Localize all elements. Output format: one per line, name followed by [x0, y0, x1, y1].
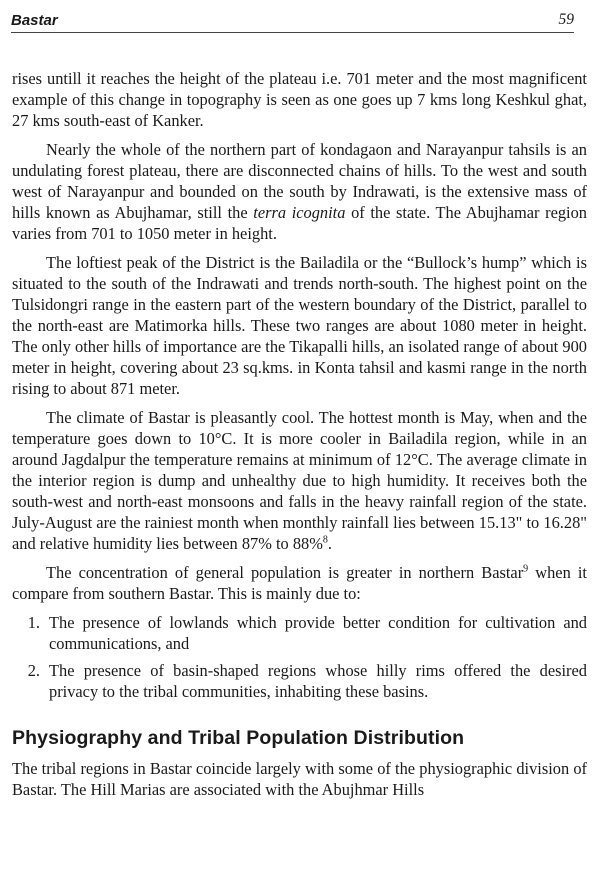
list-item	[12, 612, 587, 654]
footnote-marker: 8	[322, 534, 328, 546]
italic-term: terra icognita	[253, 203, 346, 222]
paragraph-text: The climate of Bastar is pleasantly cool. The hottest month is May, when and the temperature goes down to 10°C. It is more cooler in Bailadila region, while in an around Jagdalpur the temperature remains at minimum of 12°C. The average climate in the interior region is dump and unhealthy due to high humidity. It receives both the south-west and north-east monsoons and falls in the heavy rainfall region of the state. July-August are the rainiest month when monthly rainfall lies between 15.13" to 16.28" and relative humidity lies between 87% to 88%	[12, 408, 587, 553]
paragraph-text: of the state. The Abujhamar region varies from 701 to 1050 meter in height.	[12, 203, 587, 243]
list-number: 2.	[27, 661, 40, 680]
paragraph-text: The tribal regions in Bastar coincide largely with some of the physiographic division of Bastar. The Hill Marias are associated with the Abujhmar Hills	[12, 759, 587, 799]
paragraph-climate	[12, 407, 587, 554]
body-text	[12, 68, 587, 808]
paragraph-loftiest-peak	[12, 252, 587, 399]
footnote-marker: 9	[523, 563, 529, 575]
list-item-text: The presence of basin-shaped regions whose hilly rims offered the desired privacy to the tribal communities, inhabiting these basins.	[49, 661, 587, 701]
list-item-text: The presence of lowlands which provide better condition for cultivation and communications, and	[49, 613, 587, 653]
paragraph-tribal-regions	[12, 758, 587, 800]
paragraph-text: The loftiest peak of the District is the Bailadila or the “Bullock’s hump” which is situated to the south of the Indrawati and trends north-south. The highest point on the Tulsidongri range in the eastern part of the western boundary of the District, parallel to the north-east are Matimorka hills. These two ranges are about 1080 meter in height. The only other hills of importance are the Tikapalli hills, an isolated range of about 900 meter in height, covering about 23 sq.kms. in Konta tahsil and kasmi range in the north rising to about 871 meter.	[12, 253, 587, 398]
paragraph-population	[12, 562, 587, 604]
paragraph-text: Nearly the whole of the northern part of kondagaon and Narayanpur tahsils is an undulating forest plateau, there are disconnected chains of hills. To the west and south west of Narayanpur and bounded on the south by Indrawati, is the extensive mass of hills known as Abujhamar, still the	[12, 140, 587, 222]
paragraph-text: when it compare from southern Bastar. This is mainly due to:	[12, 563, 587, 603]
paragraph-text: The concentration of general population is greater in northern Bastar	[46, 563, 524, 582]
page-number: 59	[558, 11, 574, 28]
running-header	[11, 6, 574, 33]
list-item	[12, 660, 587, 702]
paragraph-northern-plateau	[12, 139, 587, 244]
paragraph-text: .	[327, 534, 332, 553]
numbered-list	[12, 612, 587, 702]
running-title: Bastar	[11, 12, 58, 29]
paragraph-text: rises untill it reaches the height of the plateau i.e. 701 meter and the most magnificent example of this change in topography is seen as one goes up 7 kms long Keshkul ghat, 27 kms south-east of Kanker.	[12, 69, 587, 130]
list-number: 1.	[27, 613, 40, 632]
section-heading: Physiography and Tribal Population Distribution	[12, 727, 465, 749]
paragraph-continued	[12, 68, 587, 131]
